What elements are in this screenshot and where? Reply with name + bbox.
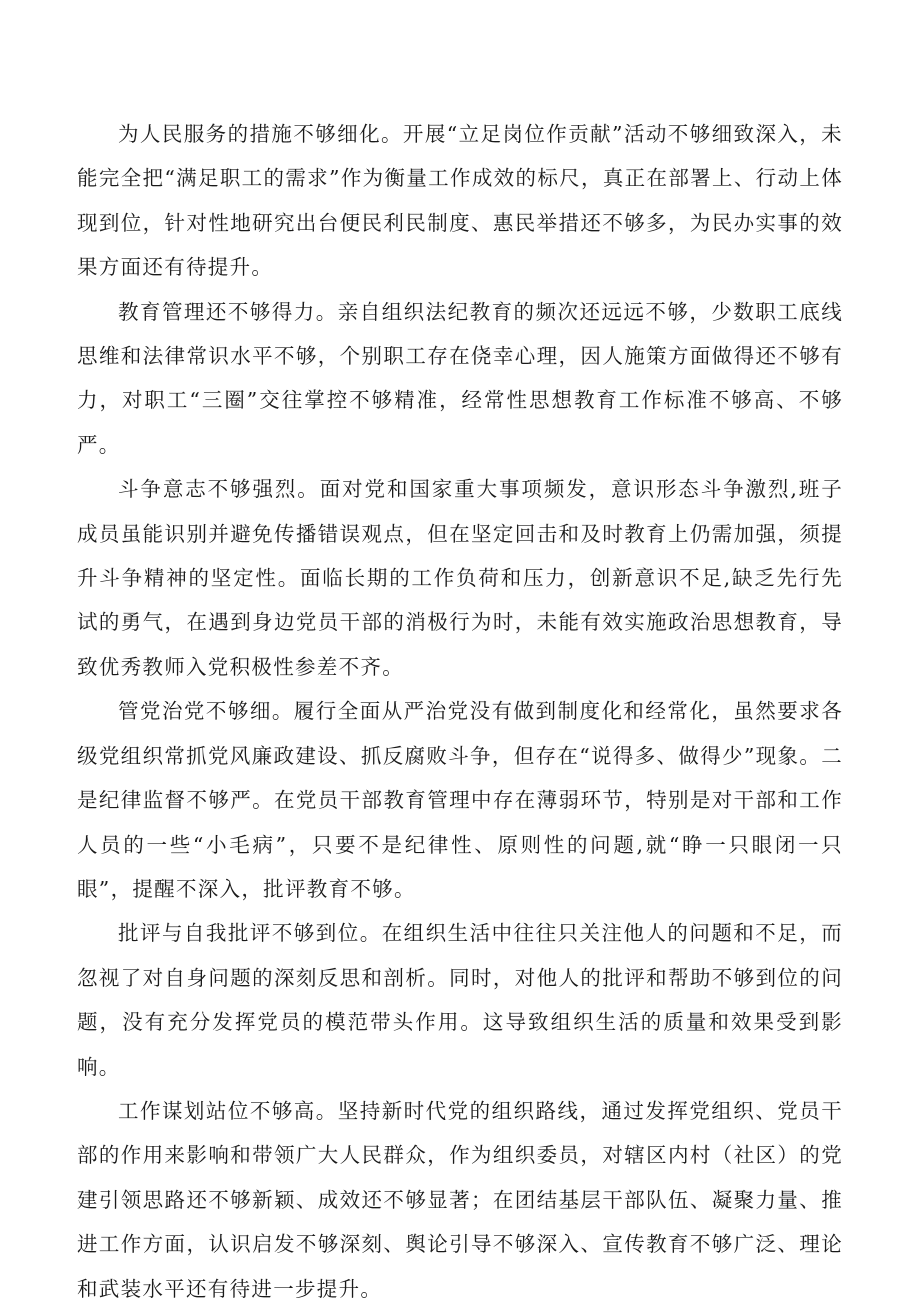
paragraph-criticism: 批评与自我批评不够到位。在组织生活中往往只关注他人的问题和不足，而忽视了对自身问题的深刻反思和剖析。同时，对他人的批评和帮助不够到位的问题，没有充分发挥党员的模范带头作用。这导致组织生活的质量和效果受到影响。 [77,921,843,1079]
paragraph-service-measures: 为人民服务的措施不够细化。开展“立足岗位作贡献”活动不够细致深入，未能完全把“满足职工的需求”作为衡量工作成效的标尺，真正在部署上、行动上体现到位，针对性地研究出台便民利民制度、惠民举措还不够多，为民办实事的效果方面还有待提升。 [77,122,843,280]
paragraph-party-governance: 管党治党不够细。履行全面从严治党没有做到制度化和经常化，虽然要求各级党组织常抓党风廉政建设、抓反腐败斗争，但存在“说得多、做得少”现象。二是纪律监督不够严。在党员干部教育管理中存在薄弱环节，特别是对干部和工作人员的一些“小毛病”，只要不是纪律性、原则性的问题,就“睁一只眼闭一只眼”，提醒不深入，批评教育不够。 [77,699,843,901]
document-body [77,112,843,1311]
paragraph-education-management: 教育管理还不够得力。亲自组织法纪教育的频次还远远不够，少数职工底线思维和法律常识水平不够，个别职工存在侥幸心理，因人施策方面做得还不够有力，对职工“三圈”交往掌控不够精准，经常性思想教育工作标准不够高、不够严。 [77,299,843,457]
paragraph-struggle-will: 斗争意志不够强烈。面对党和国家重大事项频发，意识形态斗争激烈,班子成员虽能识别并避免传播错误观点，但在坚定回击和及时教育上仍需加强，须提升斗争精神的坚定性。面临长期的工作负荷和压力，创新意识不足,缺乏先行先试的勇气，在遇到身边党员干部的消极行为时，未能有效实施政治思想教育，导致优秀教师入党积极性参差不齐。 [77,477,843,679]
paragraph-work-planning: 工作谋划站位不够高。坚持新时代党的组织路线，通过发挥党组织、党员干部的作用来影响和带领广大人民群众，作为组织委员，对辖区内村（社区）的党建引领思路还不够新颖、成效还不够显著；在团结基层干部队伍、凝聚力量、推进工作方面，认识启发不够深刻、舆论引导不够深入、宣传教育不够广泛、理论和武装水平还有待进一步提升。 [77,1098,843,1301]
